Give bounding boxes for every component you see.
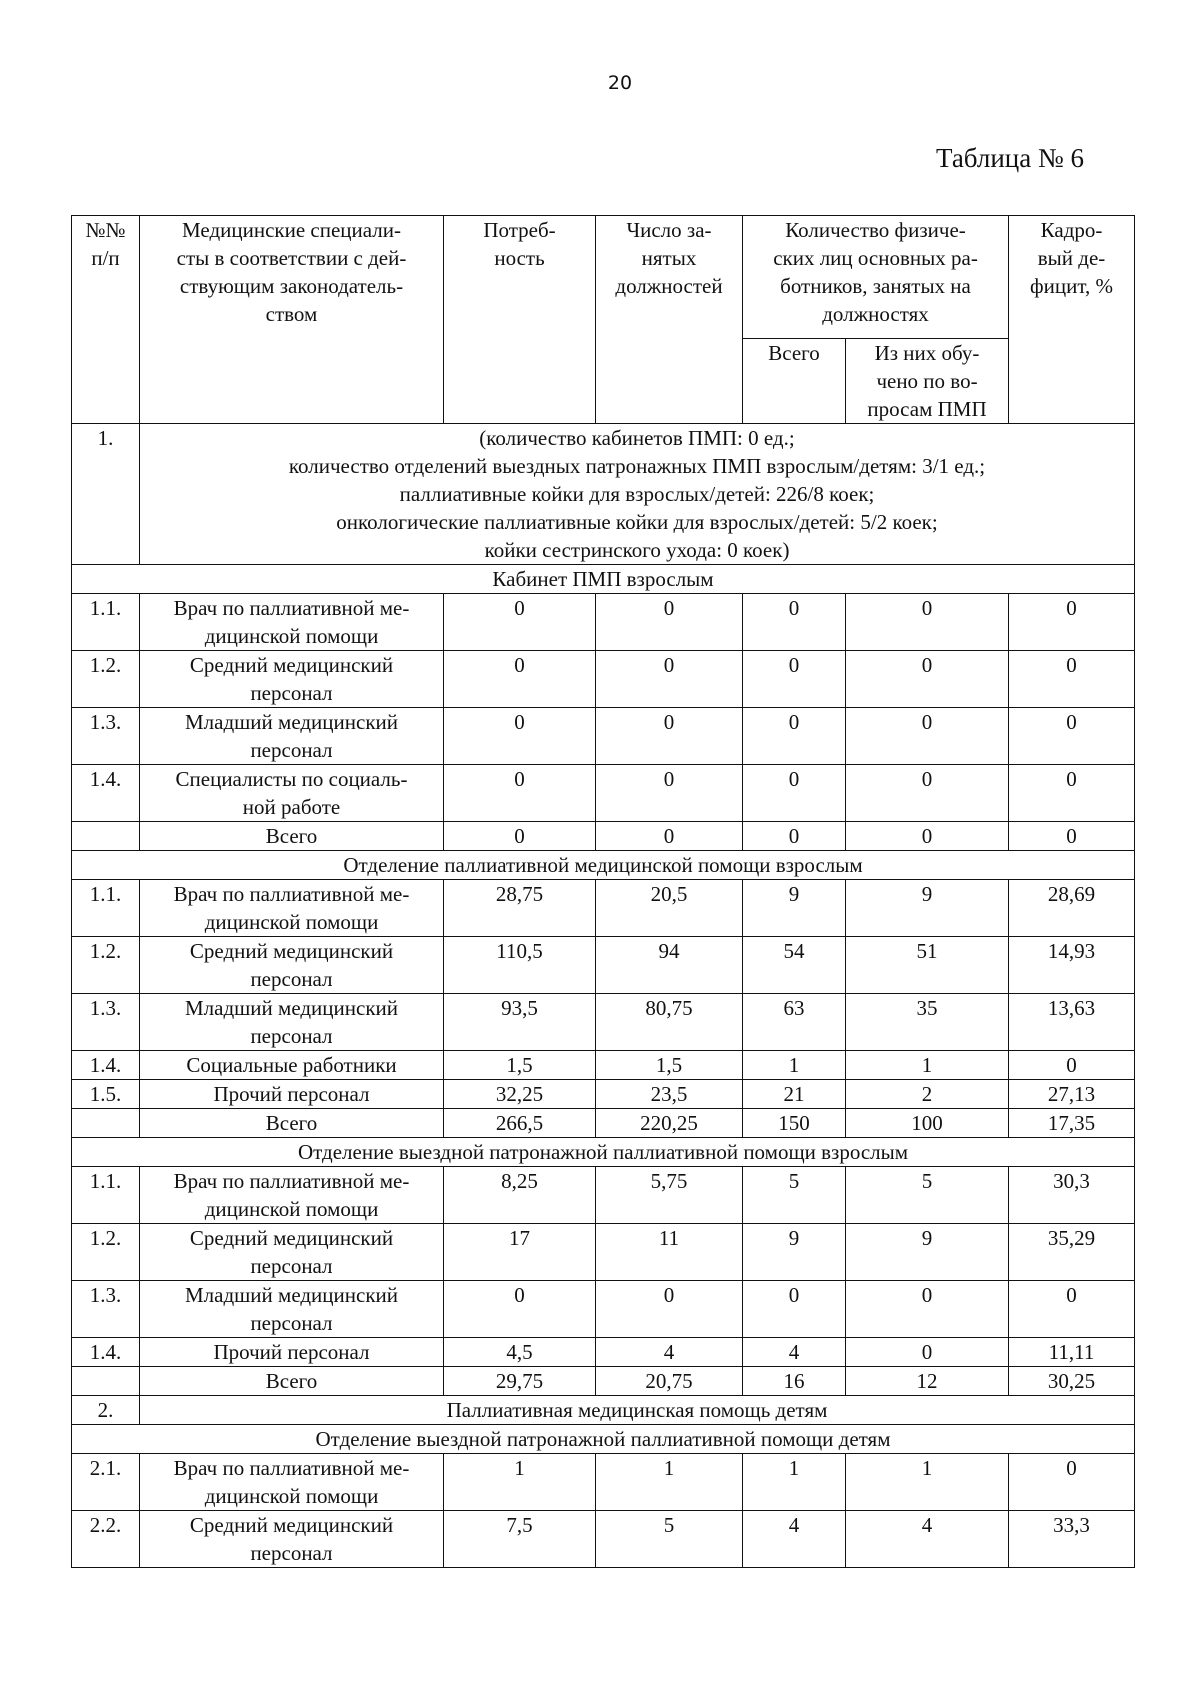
row-total: 1 — [743, 1454, 846, 1511]
text-line: Врач по паллиативной ме- — [173, 1456, 410, 1480]
text-line: дицинской помощи — [204, 1484, 379, 1508]
row-specialist — [140, 880, 444, 937]
text-line: персонал — [250, 681, 333, 705]
row-need: 0 — [444, 708, 596, 765]
row-need: 93,5 — [444, 994, 596, 1051]
row-positions: 20,75 — [596, 1367, 743, 1396]
row-need: 266,5 — [444, 1109, 596, 1138]
table-body — [72, 216, 1135, 1568]
header-trained — [846, 339, 1009, 424]
row-deficit: 0 — [1009, 1281, 1135, 1338]
text-line: вый де- — [1037, 246, 1106, 270]
total-row — [72, 822, 1135, 851]
table-row — [72, 1454, 1135, 1511]
row-trained: 0 — [846, 822, 1009, 851]
row-trained: 9 — [846, 880, 1009, 937]
row-num: 1.3. — [72, 1281, 140, 1338]
row-need: 0 — [444, 1281, 596, 1338]
row-deficit: 11,11 — [1009, 1338, 1135, 1367]
text-line: Всего — [265, 824, 318, 848]
row-total: 0 — [743, 1281, 846, 1338]
text-line: п/п — [91, 246, 120, 270]
row-trained: 0 — [846, 1338, 1009, 1367]
row-trained: 12 — [846, 1367, 1009, 1396]
text-line: Врач по паллиативной ме- — [173, 1169, 410, 1193]
text-line: Потреб- — [483, 218, 556, 242]
text-line: дицинской помощи — [204, 624, 379, 648]
header-total — [743, 339, 846, 424]
text-line: персонал — [250, 1541, 333, 1565]
table-row — [72, 1224, 1135, 1281]
row-need: 0 — [444, 594, 596, 651]
text-line: Специалисты по социаль- — [175, 767, 408, 791]
text-line: (количество кабинетов ПМП: 0 ед.; — [479, 426, 795, 450]
row-specialist — [140, 651, 444, 708]
row-deficit: 17,35 — [1009, 1109, 1135, 1138]
text-line: Число за- — [626, 218, 712, 242]
text-line: должностей — [615, 274, 723, 298]
text-line: Из них обу- — [874, 341, 980, 365]
text-line: ность — [494, 246, 545, 270]
row-num — [72, 1367, 140, 1396]
row-deficit: 27,13 — [1009, 1080, 1135, 1109]
row-num: 1.5. — [72, 1080, 140, 1109]
table-row — [72, 994, 1135, 1051]
row-deficit: 33,3 — [1009, 1511, 1135, 1568]
table-caption: Таблица № 6 — [936, 143, 1084, 173]
row-specialist — [140, 708, 444, 765]
row-positions: 5,75 — [596, 1167, 743, 1224]
table-row — [72, 880, 1135, 937]
text-line: ских лиц основных ра- — [773, 246, 978, 270]
row-need: 28,75 — [444, 880, 596, 937]
text-line: должностях — [822, 302, 929, 326]
row-trained: 0 — [846, 651, 1009, 708]
row-num: 2.1. — [72, 1454, 140, 1511]
row-need: 0 — [444, 651, 596, 708]
row-num: 1.3. — [72, 708, 140, 765]
text-line: паллиативные койки для взрослых/детей: 226/8 коек; — [399, 482, 875, 506]
row-num: 1.4. — [72, 1338, 140, 1367]
text-line: Всего — [265, 1111, 318, 1135]
section1-num: 1. — [72, 424, 140, 565]
row-total: 0 — [743, 651, 846, 708]
section1-info — [140, 424, 1135, 565]
row-total: 0 — [743, 822, 846, 851]
row-deficit: 0 — [1009, 1454, 1135, 1511]
row-need: 4,5 — [444, 1338, 596, 1367]
group-title-row — [72, 1138, 1135, 1167]
table-row — [72, 1338, 1135, 1367]
text-line: Медицинские специали- — [182, 218, 401, 242]
text-line: дицинской помощи — [204, 910, 379, 934]
row-trained: 0 — [846, 1281, 1009, 1338]
row-deficit: 13,63 — [1009, 994, 1135, 1051]
text-line: Младший медицинский — [184, 996, 399, 1020]
row-num: 1.2. — [72, 651, 140, 708]
row-specialist — [140, 1367, 444, 1396]
row-deficit: 0 — [1009, 594, 1135, 651]
text-line: просам ПМП — [867, 397, 987, 421]
row-num — [72, 822, 140, 851]
row-positions: 20,5 — [596, 880, 743, 937]
header-positions — [596, 216, 743, 424]
text-line: персонал — [250, 738, 333, 762]
row-deficit: 0 — [1009, 765, 1135, 822]
row-need: 8,25 — [444, 1167, 596, 1224]
row-deficit: 0 — [1009, 708, 1135, 765]
text-line: ствующим законодатель- — [179, 274, 404, 298]
text-line: персонал — [250, 1024, 333, 1048]
row-need: 1 — [444, 1454, 596, 1511]
group-title: Отделение выездной патронажной паллиативной помощи детям — [72, 1425, 1135, 1454]
table-row — [72, 1051, 1135, 1080]
staff-table — [71, 215, 1135, 1568]
table-row — [72, 708, 1135, 765]
text-line: №№ — [85, 218, 126, 242]
row-positions: 0 — [596, 594, 743, 651]
row-deficit: 30,25 — [1009, 1367, 1135, 1396]
text-line: сты в соответствии с дей- — [176, 246, 407, 270]
row-trained: 2 — [846, 1080, 1009, 1109]
header-deficit — [1009, 216, 1135, 424]
row-specialist — [140, 594, 444, 651]
row-specialist — [140, 1051, 444, 1080]
row-positions: 0 — [596, 765, 743, 822]
row-num: 1.1. — [72, 880, 140, 937]
row-need: 7,5 — [444, 1511, 596, 1568]
row-total: 4 — [743, 1338, 846, 1367]
row-trained: 4 — [846, 1511, 1009, 1568]
row-total: 4 — [743, 1511, 846, 1568]
section2-num: 2. — [72, 1396, 140, 1425]
text-line: фицит, % — [1030, 274, 1113, 298]
row-total: 9 — [743, 1224, 846, 1281]
row-positions: 80,75 — [596, 994, 743, 1051]
row-positions: 1,5 — [596, 1051, 743, 1080]
row-specialist — [140, 822, 444, 851]
row-num: 1.4. — [72, 1051, 140, 1080]
text-line: Прочий персонал — [213, 1340, 370, 1364]
row-need: 110,5 — [444, 937, 596, 994]
text-line: Средний медицинский — [189, 939, 394, 963]
total-row — [72, 1367, 1135, 1396]
group-title: Отделение выездной патронажной паллиативной помощи взрослым — [72, 1138, 1135, 1167]
section2-title: Паллиативная медицинская помощь детям — [140, 1396, 1135, 1425]
text-line: ботников, занятых на — [780, 274, 971, 298]
row-positions: 23,5 — [596, 1080, 743, 1109]
row-trained: 0 — [846, 765, 1009, 822]
row-total: 0 — [743, 765, 846, 822]
row-need: 32,25 — [444, 1080, 596, 1109]
group-title: Отделение паллиативной медицинской помощи взрослым — [72, 851, 1135, 880]
group-title-row — [72, 565, 1135, 594]
row-need: 0 — [444, 822, 596, 851]
table-row — [72, 1511, 1135, 1568]
row-trained: 35 — [846, 994, 1009, 1051]
row-num — [72, 1109, 140, 1138]
text-line: Младший медицинский — [184, 710, 399, 734]
text-line: Прочий персонал — [213, 1082, 370, 1106]
row-positions: 5 — [596, 1511, 743, 1568]
text-line: дицинской помощи — [204, 1197, 379, 1221]
row-trained: 1 — [846, 1051, 1009, 1080]
text-line: персонал — [250, 967, 333, 991]
row-deficit: 30,3 — [1009, 1167, 1135, 1224]
row-specialist — [140, 1454, 444, 1511]
table-row — [72, 765, 1135, 822]
text-line: Средний медицинский — [189, 1513, 394, 1537]
text-line: ной работе — [242, 795, 341, 819]
row-need: 1,5 — [444, 1051, 596, 1080]
row-num: 1.1. — [72, 594, 140, 651]
page-number: 20 — [607, 72, 633, 94]
row-specialist — [140, 994, 444, 1051]
row-trained: 5 — [846, 1167, 1009, 1224]
text-line: Социальные работники — [186, 1053, 397, 1077]
row-total: 9 — [743, 880, 846, 937]
row-positions: 4 — [596, 1338, 743, 1367]
row-total: 21 — [743, 1080, 846, 1109]
text-line: количество отделений выездных патронажных ПМП взрослым/детям: 3/1 ед.; — [288, 454, 986, 478]
header-row-top — [72, 216, 1135, 339]
table-row — [72, 1281, 1135, 1338]
text-line: Врач по паллиативной ме- — [173, 596, 410, 620]
text-line: Средний медицинский — [189, 1226, 394, 1250]
row-num: 1.3. — [72, 994, 140, 1051]
row-total: 5 — [743, 1167, 846, 1224]
text-line: персонал — [250, 1311, 333, 1335]
header-persons — [743, 216, 1009, 339]
row-trained: 1 — [846, 1454, 1009, 1511]
text-line: Средний медицинский — [189, 653, 394, 677]
row-positions: 1 — [596, 1454, 743, 1511]
total-row — [72, 1109, 1135, 1138]
row-deficit: 14,93 — [1009, 937, 1135, 994]
row-specialist — [140, 1109, 444, 1138]
row-total: 16 — [743, 1367, 846, 1396]
row-num: 1.1. — [72, 1167, 140, 1224]
row-need: 0 — [444, 765, 596, 822]
row-positions: 0 — [596, 708, 743, 765]
text-line: чено по во- — [876, 369, 978, 393]
row-num: 2.2. — [72, 1511, 140, 1568]
header-num — [72, 216, 140, 424]
row-specialist — [140, 1281, 444, 1338]
row-num: 1.4. — [72, 765, 140, 822]
row-specialist — [140, 765, 444, 822]
row-specialist — [140, 937, 444, 994]
row-trained: 0 — [846, 708, 1009, 765]
row-positions: 94 — [596, 937, 743, 994]
row-specialist — [140, 1511, 444, 1568]
text-line: персонал — [250, 1254, 333, 1278]
row-positions: 220,25 — [596, 1109, 743, 1138]
row-num: 1.2. — [72, 1224, 140, 1281]
row-deficit: 28,69 — [1009, 880, 1135, 937]
table-row — [72, 937, 1135, 994]
table-row — [72, 651, 1135, 708]
row-total: 63 — [743, 994, 846, 1051]
group-title: Кабинет ПМП взрослым — [72, 565, 1135, 594]
text-line: Количество физиче- — [785, 218, 966, 242]
row-deficit: 0 — [1009, 822, 1135, 851]
text-line: Кадро- — [1040, 218, 1103, 242]
group-title-row — [72, 1425, 1135, 1454]
group-title-row — [72, 851, 1135, 880]
table-row — [72, 594, 1135, 651]
row-need: 17 — [444, 1224, 596, 1281]
text-line: нятых — [641, 246, 697, 270]
header-need — [444, 216, 596, 424]
row-total: 54 — [743, 937, 846, 994]
table-row — [72, 1080, 1135, 1109]
row-total: 1 — [743, 1051, 846, 1080]
row-specialist — [140, 1338, 444, 1367]
row-trained: 0 — [846, 594, 1009, 651]
text-line: онкологические паллиативные койки для взрослых/детей: 5/2 коек; — [336, 510, 938, 534]
row-trained: 51 — [846, 937, 1009, 994]
row-positions: 0 — [596, 1281, 743, 1338]
text-line: ством — [265, 302, 318, 326]
row-deficit: 0 — [1009, 1051, 1135, 1080]
row-num: 1.2. — [72, 937, 140, 994]
section2-row — [72, 1396, 1135, 1425]
row-positions: 0 — [596, 822, 743, 851]
row-total: 0 — [743, 594, 846, 651]
row-trained: 9 — [846, 1224, 1009, 1281]
row-deficit: 0 — [1009, 651, 1135, 708]
row-specialist — [140, 1224, 444, 1281]
row-total: 150 — [743, 1109, 846, 1138]
text-line: Младший медицинский — [184, 1283, 399, 1307]
text-line: Врач по паллиативной ме- — [173, 882, 410, 906]
row-total: 0 — [743, 708, 846, 765]
row-positions: 0 — [596, 651, 743, 708]
row-deficit: 35,29 — [1009, 1224, 1135, 1281]
row-specialist — [140, 1080, 444, 1109]
section1-row — [72, 424, 1135, 565]
row-need: 29,75 — [444, 1367, 596, 1396]
row-trained: 100 — [846, 1109, 1009, 1138]
text-line: Всего — [768, 341, 820, 365]
table-row — [72, 1167, 1135, 1224]
row-positions: 11 — [596, 1224, 743, 1281]
row-specialist — [140, 1167, 444, 1224]
header-specialists — [140, 216, 444, 424]
text-line: койки сестринского ухода: 0 коек) — [484, 538, 790, 562]
text-line: Всего — [265, 1369, 318, 1393]
